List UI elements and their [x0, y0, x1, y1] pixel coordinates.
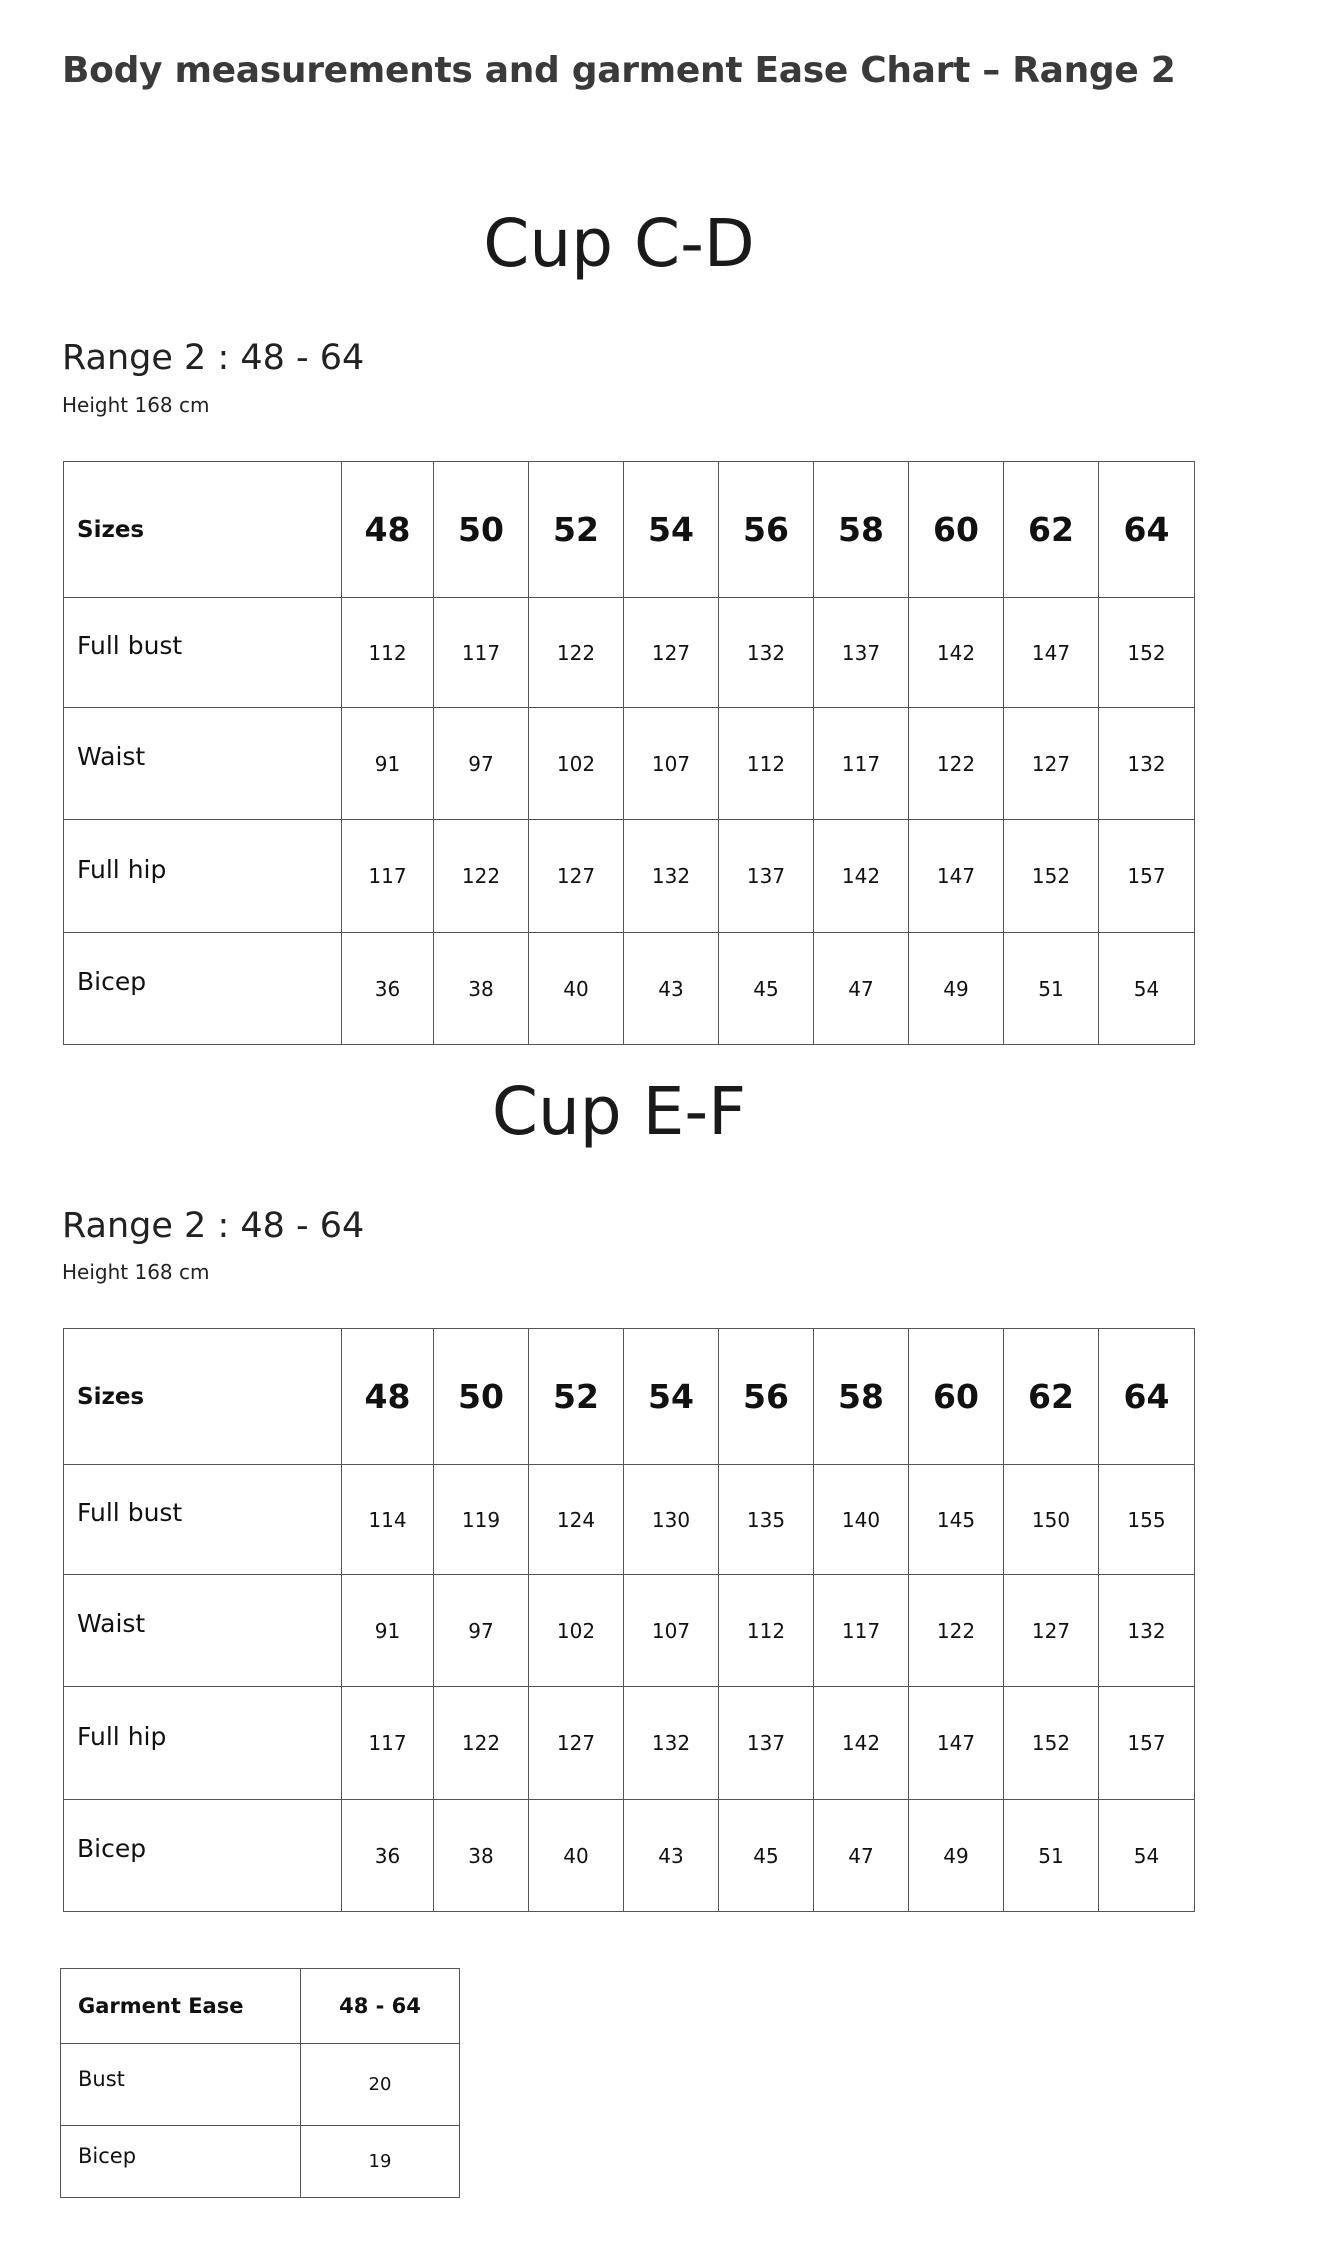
measurement-value: 43: [624, 933, 719, 1045]
measurement-value: 142: [814, 820, 909, 933]
measurement-value: 112: [342, 598, 434, 708]
measurement-value: 38: [434, 1800, 529, 1912]
measurement-value: 49: [909, 933, 1004, 1045]
measurement-value: 102: [529, 1575, 624, 1687]
size-header: 50: [434, 462, 529, 598]
measurement-value: 40: [529, 933, 624, 1045]
measurement-value: 38: [434, 933, 529, 1045]
size-header: 62: [1004, 462, 1099, 598]
measurement-label: Full hip: [64, 820, 342, 933]
measurement-value: 132: [624, 820, 719, 933]
measurement-value: 51: [1004, 1800, 1099, 1912]
measurement-value: 147: [1004, 598, 1099, 708]
table-row: [64, 598, 1195, 708]
size-header: 64: [1099, 462, 1195, 598]
measurement-value: 157: [1099, 1687, 1195, 1800]
ease-value: 20: [301, 2044, 460, 2126]
measurement-label: Bicep: [64, 933, 342, 1045]
measurement-value: 47: [814, 1800, 909, 1912]
size-header: 54: [624, 1329, 719, 1465]
size-header: 62: [1004, 1329, 1099, 1465]
measurement-value: 40: [529, 1800, 624, 1912]
measurement-value: 43: [624, 1800, 719, 1912]
table-row: [64, 1575, 1195, 1687]
measurement-value: 127: [1004, 708, 1099, 820]
measurement-value: 107: [624, 708, 719, 820]
measurement-value: 112: [719, 1575, 814, 1687]
measurement-value: 122: [529, 598, 624, 708]
table-row: [61, 2044, 460, 2126]
measurement-label: Full bust: [64, 1465, 342, 1575]
measurement-value: 147: [909, 1687, 1004, 1800]
size-header: 64: [1099, 1329, 1195, 1465]
measurement-value: 45: [719, 1800, 814, 1912]
measurement-label: Full hip: [64, 1687, 342, 1800]
table-row: [64, 1465, 1195, 1575]
size-header: 58: [814, 1329, 909, 1465]
measurement-label: Waist: [64, 1575, 342, 1687]
measurement-value: 132: [719, 598, 814, 708]
measurement-value: 117: [814, 708, 909, 820]
size-header: 48: [342, 1329, 434, 1465]
measurement-value: 102: [529, 708, 624, 820]
measurement-value: 132: [1099, 1575, 1195, 1687]
measurement-value: 91: [342, 1575, 434, 1687]
height-label: Height 168 cm: [62, 393, 210, 417]
measurement-value: 119: [434, 1465, 529, 1575]
ease-row-label: Bust: [61, 2044, 301, 2126]
page-title: Body measurements and garment Ease Chart – Range 2: [62, 50, 1176, 91]
measurement-value: 137: [719, 1687, 814, 1800]
measurement-value: 147: [909, 820, 1004, 933]
measurement-value: 127: [529, 820, 624, 933]
ease-value: 19: [301, 2126, 460, 2198]
measurement-value: 36: [342, 1800, 434, 1912]
measurement-value: 132: [624, 1687, 719, 1800]
table-row: [61, 2126, 460, 2198]
measurement-value: 54: [1099, 933, 1195, 1045]
measurement-value: 142: [909, 598, 1004, 708]
measurement-value: 124: [529, 1465, 624, 1575]
garment-ease-table: [60, 1968, 460, 2198]
measurement-label: Bicep: [64, 1800, 342, 1912]
measurement-value: 127: [529, 1687, 624, 1800]
measurement-value: 122: [909, 708, 1004, 820]
measurement-value: 97: [434, 1575, 529, 1687]
measurement-value: 145: [909, 1465, 1004, 1575]
measurement-value: 152: [1004, 1687, 1099, 1800]
measurement-value: 122: [434, 820, 529, 933]
measurement-value: 114: [342, 1465, 434, 1575]
table-row: [64, 708, 1195, 820]
measurement-value: 97: [434, 708, 529, 820]
table-row: [64, 1800, 1195, 1912]
measurement-value: 122: [434, 1687, 529, 1800]
table-row: [64, 1687, 1195, 1800]
measurement-value: 127: [1004, 1575, 1099, 1687]
cup-cd-heading: Cup C-D: [483, 205, 755, 282]
measurement-value: 49: [909, 1800, 1004, 1912]
measurement-value: 137: [814, 598, 909, 708]
size-header: 52: [529, 1329, 624, 1465]
height-label: Height 168 cm: [62, 1260, 210, 1284]
measurement-value: 117: [342, 1687, 434, 1800]
range-label: Range 2 : 48 - 64: [62, 338, 365, 378]
measurement-value: 122: [909, 1575, 1004, 1687]
measurement-value: 137: [719, 820, 814, 933]
measurement-value: 47: [814, 933, 909, 1045]
measurement-value: 112: [719, 708, 814, 820]
measurement-value: 135: [719, 1465, 814, 1575]
sizes-header-label: Sizes: [64, 462, 342, 598]
measurement-value: 127: [624, 598, 719, 708]
size-header: 48: [342, 462, 434, 598]
measurement-value: 36: [342, 933, 434, 1045]
measurement-value: 45: [719, 933, 814, 1045]
table-row: [64, 933, 1195, 1045]
measurement-value: 54: [1099, 1800, 1195, 1912]
measurement-value: 132: [1099, 708, 1195, 820]
range-label: Range 2 : 48 - 64: [62, 1206, 365, 1246]
measurement-value: 152: [1099, 598, 1195, 708]
measurement-value: 117: [434, 598, 529, 708]
measurement-value: 155: [1099, 1465, 1195, 1575]
size-header: 58: [814, 462, 909, 598]
size-header: 50: [434, 1329, 529, 1465]
table-row: [64, 820, 1195, 933]
measurement-value: 142: [814, 1687, 909, 1800]
size-table-cup-cd: [63, 461, 1195, 1045]
size-header: 60: [909, 1329, 1004, 1465]
measurement-value: 150: [1004, 1465, 1099, 1575]
size-header: 56: [719, 1329, 814, 1465]
measurement-value: 130: [624, 1465, 719, 1575]
measurement-value: 152: [1004, 820, 1099, 933]
sizes-header-label: Sizes: [64, 1329, 342, 1465]
measurement-value: 107: [624, 1575, 719, 1687]
ease-header-range: 48 - 64: [301, 1969, 460, 2044]
size-header: 60: [909, 462, 1004, 598]
cup-ef-heading: Cup E-F: [491, 1073, 747, 1150]
measurement-label: Full bust: [64, 598, 342, 708]
ease-row-label: Bicep: [61, 2126, 301, 2198]
measurement-value: 157: [1099, 820, 1195, 933]
ease-header-label: Garment Ease: [61, 1969, 301, 2044]
measurement-value: 117: [814, 1575, 909, 1687]
measurement-value: 117: [342, 820, 434, 933]
measurement-value: 140: [814, 1465, 909, 1575]
measurement-label: Waist: [64, 708, 342, 820]
size-header: 54: [624, 462, 719, 598]
measurement-value: 51: [1004, 933, 1099, 1045]
size-table-cup-ef: [63, 1328, 1195, 1912]
measurement-value: 91: [342, 708, 434, 820]
size-header: 56: [719, 462, 814, 598]
size-header: 52: [529, 462, 624, 598]
